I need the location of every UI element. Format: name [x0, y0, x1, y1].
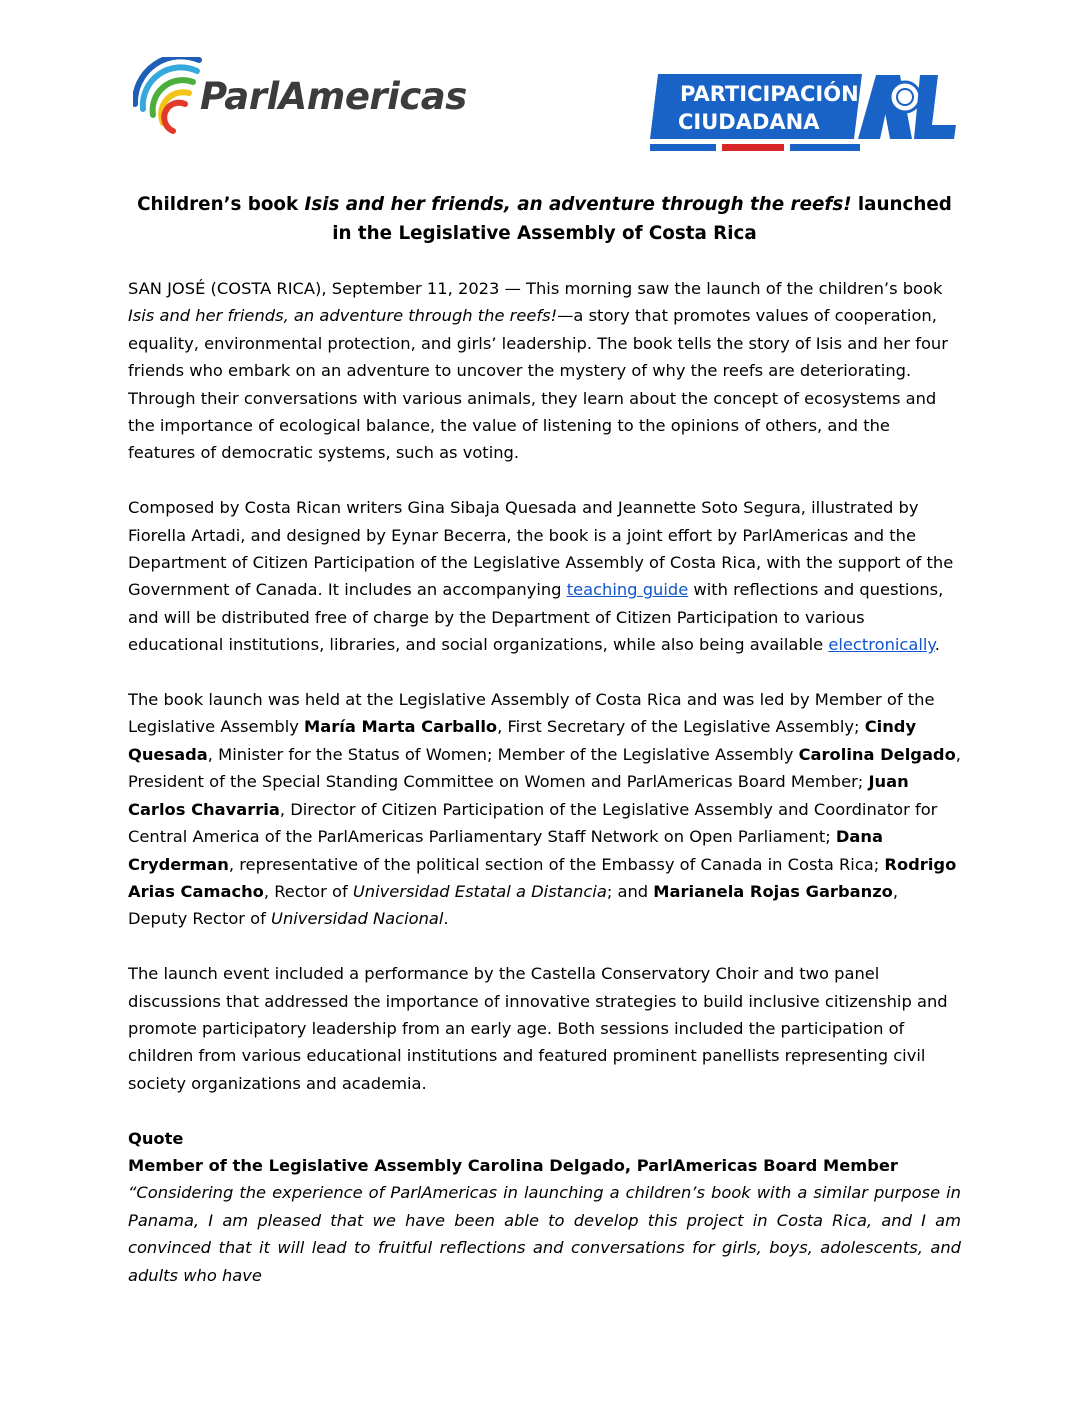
logo-mark-al: AL [650, 67, 652, 68]
parlamericas-wordmark: ParlAmericas [200, 75, 467, 118]
paragraph-event: The launch event included a performance by the Castella Conservatory Choir and two panel discussions that addressed the importance of innovative strategies to build inclusive citizenship and promote participatory leadership from an early age. Both sessions included the participation of children from various educational institutions and featured prominent panellists representing civil society organizations and academia. [128, 964, 948, 1093]
seal-icon [890, 82, 920, 112]
parlamericas-arcs-logo-icon [133, 57, 203, 153]
press-release [128, 191, 961, 1289]
paragraph-launch: The book launch was held at the Legislative Assembly of Costa Rica and was led by Member of the Legislative Assembly María Marta Carballo, First Secretary of the Legislative Assembly; Cindy Quesada, Minister for the Status of Women; Member of the Legislative Assembly Carolina Delgado, President of the Special Standing Committee on Women and ParlAmericas Board Member; Juan Carlos Chavarria, Director of Citizen Participation of the Legislative Assembly and Coordinator for Central America of the ParlAmericas Parliamentary Staff Network on Open Parliament; Dana Cryderman, representative of the political section of the Embassy of Canada in Costa Rica; Rodrigo Arias Camacho, Rector of Universidad Estatal a Distancia; and Marianela Rojas Garbanzo, Deputy Rector of Universidad Nacional. [128, 690, 961, 929]
teaching-guide-link[interactable]: teaching guide [566, 580, 689, 600]
quote-text: “Considering the experience of ParlAmericas in launching a children’s book with a similar purpose in Panama, I am pleased that we have been able to develop this project in Costa Rica, and I am convinced that it will lead to fruitful reflections and conversations for girls, boys, adolescents, and adults who have [128, 1183, 961, 1285]
electronically-link[interactable]: electronically [828, 635, 935, 655]
logo-line-participacion: PARTICIPACIÓN [680, 82, 859, 106]
logo-line-ciudadana: CIUDADANA [678, 110, 820, 134]
paragraph-authors: Composed by Costa Rican writers Gina Sibaja Quesada and Jeannette Soto Segura, illustrated by Fiorella Artadi, and designed by Eynar Becerra, the book is a joint effort by ParlAmericas and the Department of Citizen Participation of the Legislative Assembly of Costa Rica, with the support of the Government of Canada. It includes an accompanying teaching guide with reflections and questions, and will be distributed free of charge by the Department of Citizen Participation to various educational institutions, libraries, and social organizations, while also being available electronically. [128, 498, 954, 655]
page-title: Children’s book Isis and her friends, an adventure through the reefs! launched in the Legislative Assembly of Costa Rica [137, 194, 952, 244]
paragraph-intro: SAN JOSÉ (COSTA RICA), September 11, 2023 — This morning saw the launch of the children’s book Isis and her friends, an adventure through the reefs!—a story that promotes values of cooperation, equality, environmental protection, and girls’ leadership. The book tells the story of Isis and her four friends who embark on an adventure to uncover the mystery of why the reefs are deteriorating. Through their conversations with various animals, they learn about the concept of ecosystems and the importance of ecological balance, the value of listening to the opinions of others, and the features of democratic systems, such as voting. [128, 279, 948, 463]
quote-label: Quote [128, 1128, 184, 1148]
quote-speaker: Member of the Legislative Assembly Carolina Delgado, ParlAmericas Board Member [128, 1155, 898, 1175]
parlamericas-logo [133, 57, 467, 153]
participacion-ciudadana-logo [650, 67, 960, 157]
